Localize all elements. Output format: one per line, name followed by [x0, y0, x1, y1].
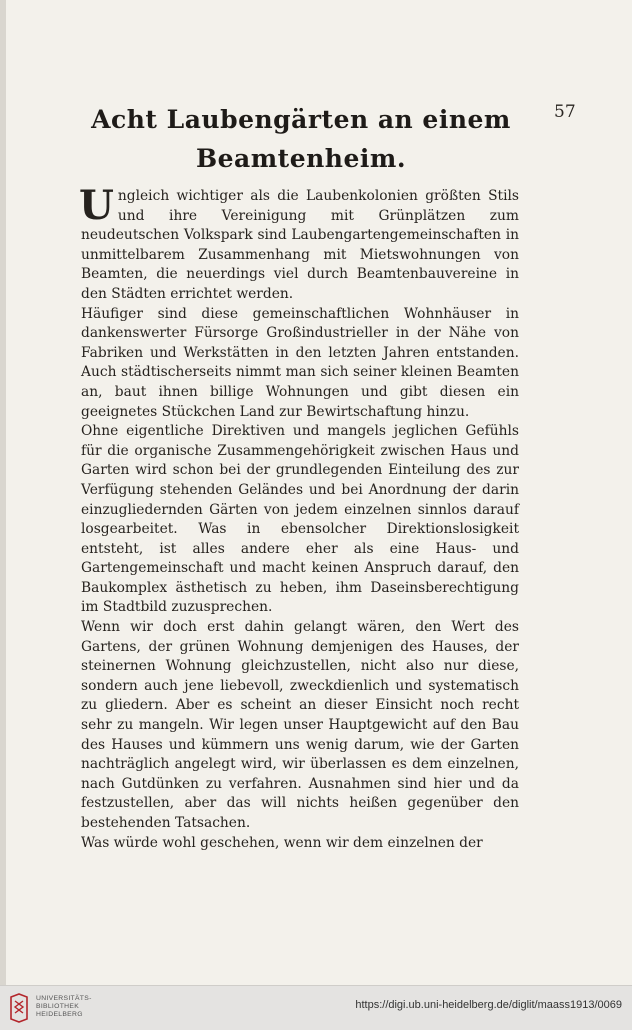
- paragraph-text: Was würde wohl geschehen, wenn wir dem einzelnen der: [81, 834, 483, 851]
- paragraph-3: [81, 422, 519, 618]
- paragraph-1: [79, 182, 519, 305]
- chapter-title: [66, 100, 536, 178]
- viewer-footer: [0, 985, 632, 1030]
- page-number: 57: [554, 102, 576, 122]
- paragraph-4: [81, 618, 519, 834]
- paragraph-2: [81, 305, 519, 423]
- paragraph-text: Ohne eigentliche Direktiven und mangels jeglichen Gefühls für die organische Zusammengehörigkeit zwischen Haus und Garten wird schon bei der grundlegenden Einteilung des zur Verfügung stehenden Geländes und bei Anordnung der darin einzugliedernden Gärten von jedem einzelnen sinnlos darauf losgearbeitet. Was in ebensolcher Direktionslosigkeit entsteht, ist alles andere eher als eine Haus- und Gartengemeinschaft und macht keinen Anspruch darauf, den Baukomplex ästhetisch zu heben, ihm Daseinsberechtigung im Stadtbild zuzusprechen.: [81, 423, 519, 616]
- library-name-line-1: UNIVERSITÄTS-: [36, 995, 92, 1002]
- library-name: [36, 995, 92, 1019]
- chapter-title-line-1: Acht Laubengärten an einem: [91, 105, 511, 134]
- university-library-logo-icon: [8, 993, 30, 1023]
- library-name-line-2: BIBLIOTHEK: [36, 1003, 80, 1010]
- paragraph-text: Wenn wir doch erst dahin gelangt wären, den Wert des Gartens, der grünen Wohnung demjenigen des Hauses, der steinernen Wohnung gleichzustellen, nicht also nur diese, sondern auch jene liebevoll, zweckdienlich und systematisch zu gliedern. Aber es scheint an dieser Einsicht noch recht sehr zu mangeln. Wir legen unser Hauptgewicht auf den Bau des Hauses und kümmern uns wenig darum, wie der Garten nachträglich angelegt wird, wir überlassen es dem einzelnen, nach Gutdünken zu verfahren. Ausnahmen sind hier und da festzustellen, aber das will nichts heißen gegenüber den bestehenden Tatsachen.: [81, 619, 519, 831]
- paragraph-text: ngleich wichtiger als die Laubenkolonien größten Stils und ihre Vereinigung mit Grünplätzen zum neudeutschen Volkspark sind Laubengartengemeinschaften in unmittelbarem Zusammenhang mit Mietswohnungen von Beamten, die neuerdings viel durch Beamtenbauvereine in den Städten errichtet werden.: [81, 188, 519, 302]
- library-name-line-3: HEIDELBERG: [36, 1011, 83, 1018]
- body-text: [79, 182, 519, 853]
- source-url-link[interactable]: https://digi.ub.uni-heidelberg.de/diglit/maass1913/0069: [355, 999, 622, 1011]
- chapter-title-line-2: Beamtenheim.: [195, 144, 407, 173]
- paragraph-text: Häufiger sind diese gemeinschaftlichen Wohnhäuser in dankenswerter Fürsorge Großindustrieller in der Nähe von Fabriken und Werkstätten in den letzten Jahren entstanden. Auch städtischerseits nimmt man sich seiner kleinen Beamten an, baut ihnen billige Wohnungen und gibt diesen ein geeignetes Stückchen Land zur Bewirtschaftung hinzu.: [81, 305, 519, 420]
- drop-cap: U: [79, 182, 114, 229]
- paragraph-5: [81, 834, 519, 854]
